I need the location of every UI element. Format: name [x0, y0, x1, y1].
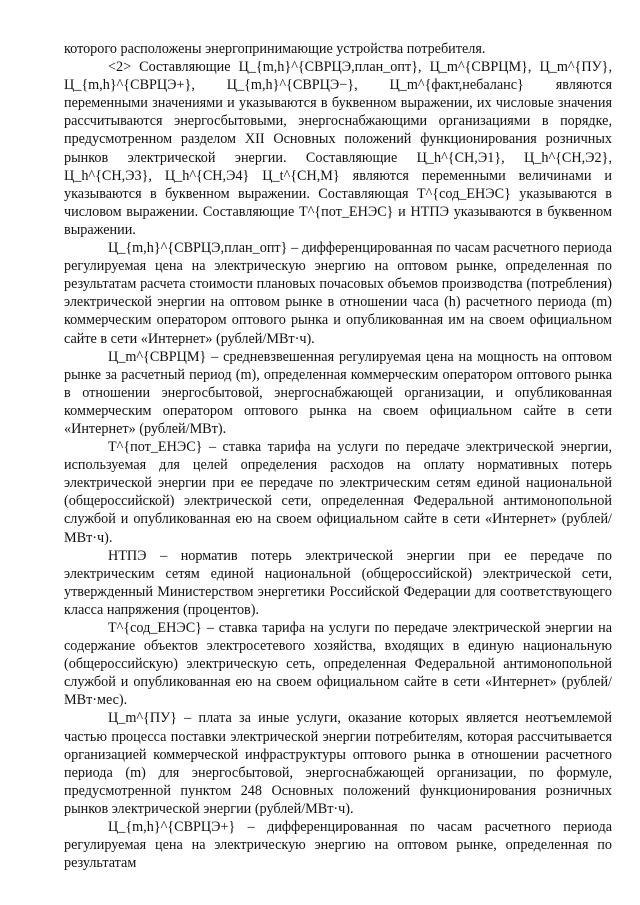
paragraph-definition-svrce-plus: Ц_{m,h}^{СВРЦЭ+} – дифференцированная по часам расчетного периода регулируемая цена на электрическую энергию на оптовом рынке, определенная по результатам [64, 819, 612, 872]
paragraph-definition-pot-enes: Т^{пот_ЕНЭС} – ставка тарифа на услуги по передаче электрической энергии, используемая для целей определения расходов на оплату нормативных потерь электрической энергии при ее передаче по электрическим сетям единой национальной (общероссийской) электрической сети, определенная Федеральной антимонопольной службой и опубликованная ею на своем официальном сайте в сети «Интернет» (рублей/МВт·ч). [64, 439, 612, 546]
paragraph-note-2: <2> Составляющие Ц_{m,h}^{СВРЦЭ,план_опт}, Ц_m^{СВРЦМ}, Ц_m^{ПУ}, Ц_{m,h}^{СВРЦЭ+}, Ц_{m,h}^{СВРЦЭ−}, Ц_m^{факт,небаланс} являются переменными значениями и указываются в буквенном выражении, их числовые значения рассчитываются энергосбытовыми, энергоснабжающими организациями в порядке, предусмотренном разделом XII Основных положений функционирования розничных рынков электрической энергии. Составляющие Ц_h^{СН,Э1}, Ц_h^{СН,Э2}, Ц_h^{СН,Э3}, Ц_h^{СН,Э4} Ц_t^{СН,М} являются переменными величинами и указываются в буквенном выражении. Составляющая Т^{сод_ЕНЭС} указываются в числовом выражении. Составляющие Т^{пот_ЕНЭС} и НТПЭ указываются в буквенном выражении. [64, 59, 612, 238]
paragraph-definition-svrce-plan: Ц_{m,h}^{СВРЦЭ,план_опт} – дифференцированная по часам расчетного периода регулируемая цена на электрическую энергию на оптовом рынке, определенная по результатам расчета стоимости плановых почасовых объемов производства (потребления) электрической энергии на оптовом рынке в отношении часа (h) расчетного периода (m) коммерческим оператором оптового рынка и опубликованная им на своем официальном сайте в сети «Интернет» (рублей/МВт·ч). [64, 240, 612, 347]
paragraph-definition-sod-enes: Т^{сод_ЕНЭС} – ставка тарифа на услуги по передаче электрической энергии на содержание объектов электросетевого хозяйства, входящих в единую национальную (общероссийскую) электрическую сеть, определенная Федеральной антимонопольной службой и опубликованная ею на своем официальном сайте в сети «Интернет» (рублей/МВт·мес). [64, 620, 612, 709]
paragraph-continuation: которого расположены энергопринимающие устройства потребителя. [64, 41, 486, 57]
paragraph-definition-pu: Ц_m^{ПУ} – плата за иные услуги, оказание которых является неотъемлемой частью процесса поставки электрической энергии потребителям, которая рассчитывается организацией коммерческой инфраструктуры оптового рынка в отношении расчетного периода (m) для энергосбытовой, энергоснабжающей организации, по формуле, предусмотренной пунктом 248 Основных положений функционирования розничных рынков электрической энергии (рублей/МВт·ч). [64, 710, 612, 817]
paragraph-definition-svrcm: Ц_m^{СВРЦМ} – средневзвешенная регулируемая цена на мощность на оптовом рынке за расчетный период (m), определенная коммерческим оператором оптового рынка в отношении энергосбытовой, энергоснабжающей организации, и опубликованная коммерческим оператором оптового рынка на своем официальном сайте в сети «Интернет» (рублей/МВт). [64, 348, 612, 437]
document-page [64, 40, 612, 872]
paragraph-definition-ntpe: НТПЭ – норматив потерь электрической энергии при ее передаче по электрическим сетям единой национальной (общероссийской) электрической сети, утвержденный Министерством энергетики Российской Федерации для соответствующего класса напряжения (процентов). [64, 547, 612, 618]
